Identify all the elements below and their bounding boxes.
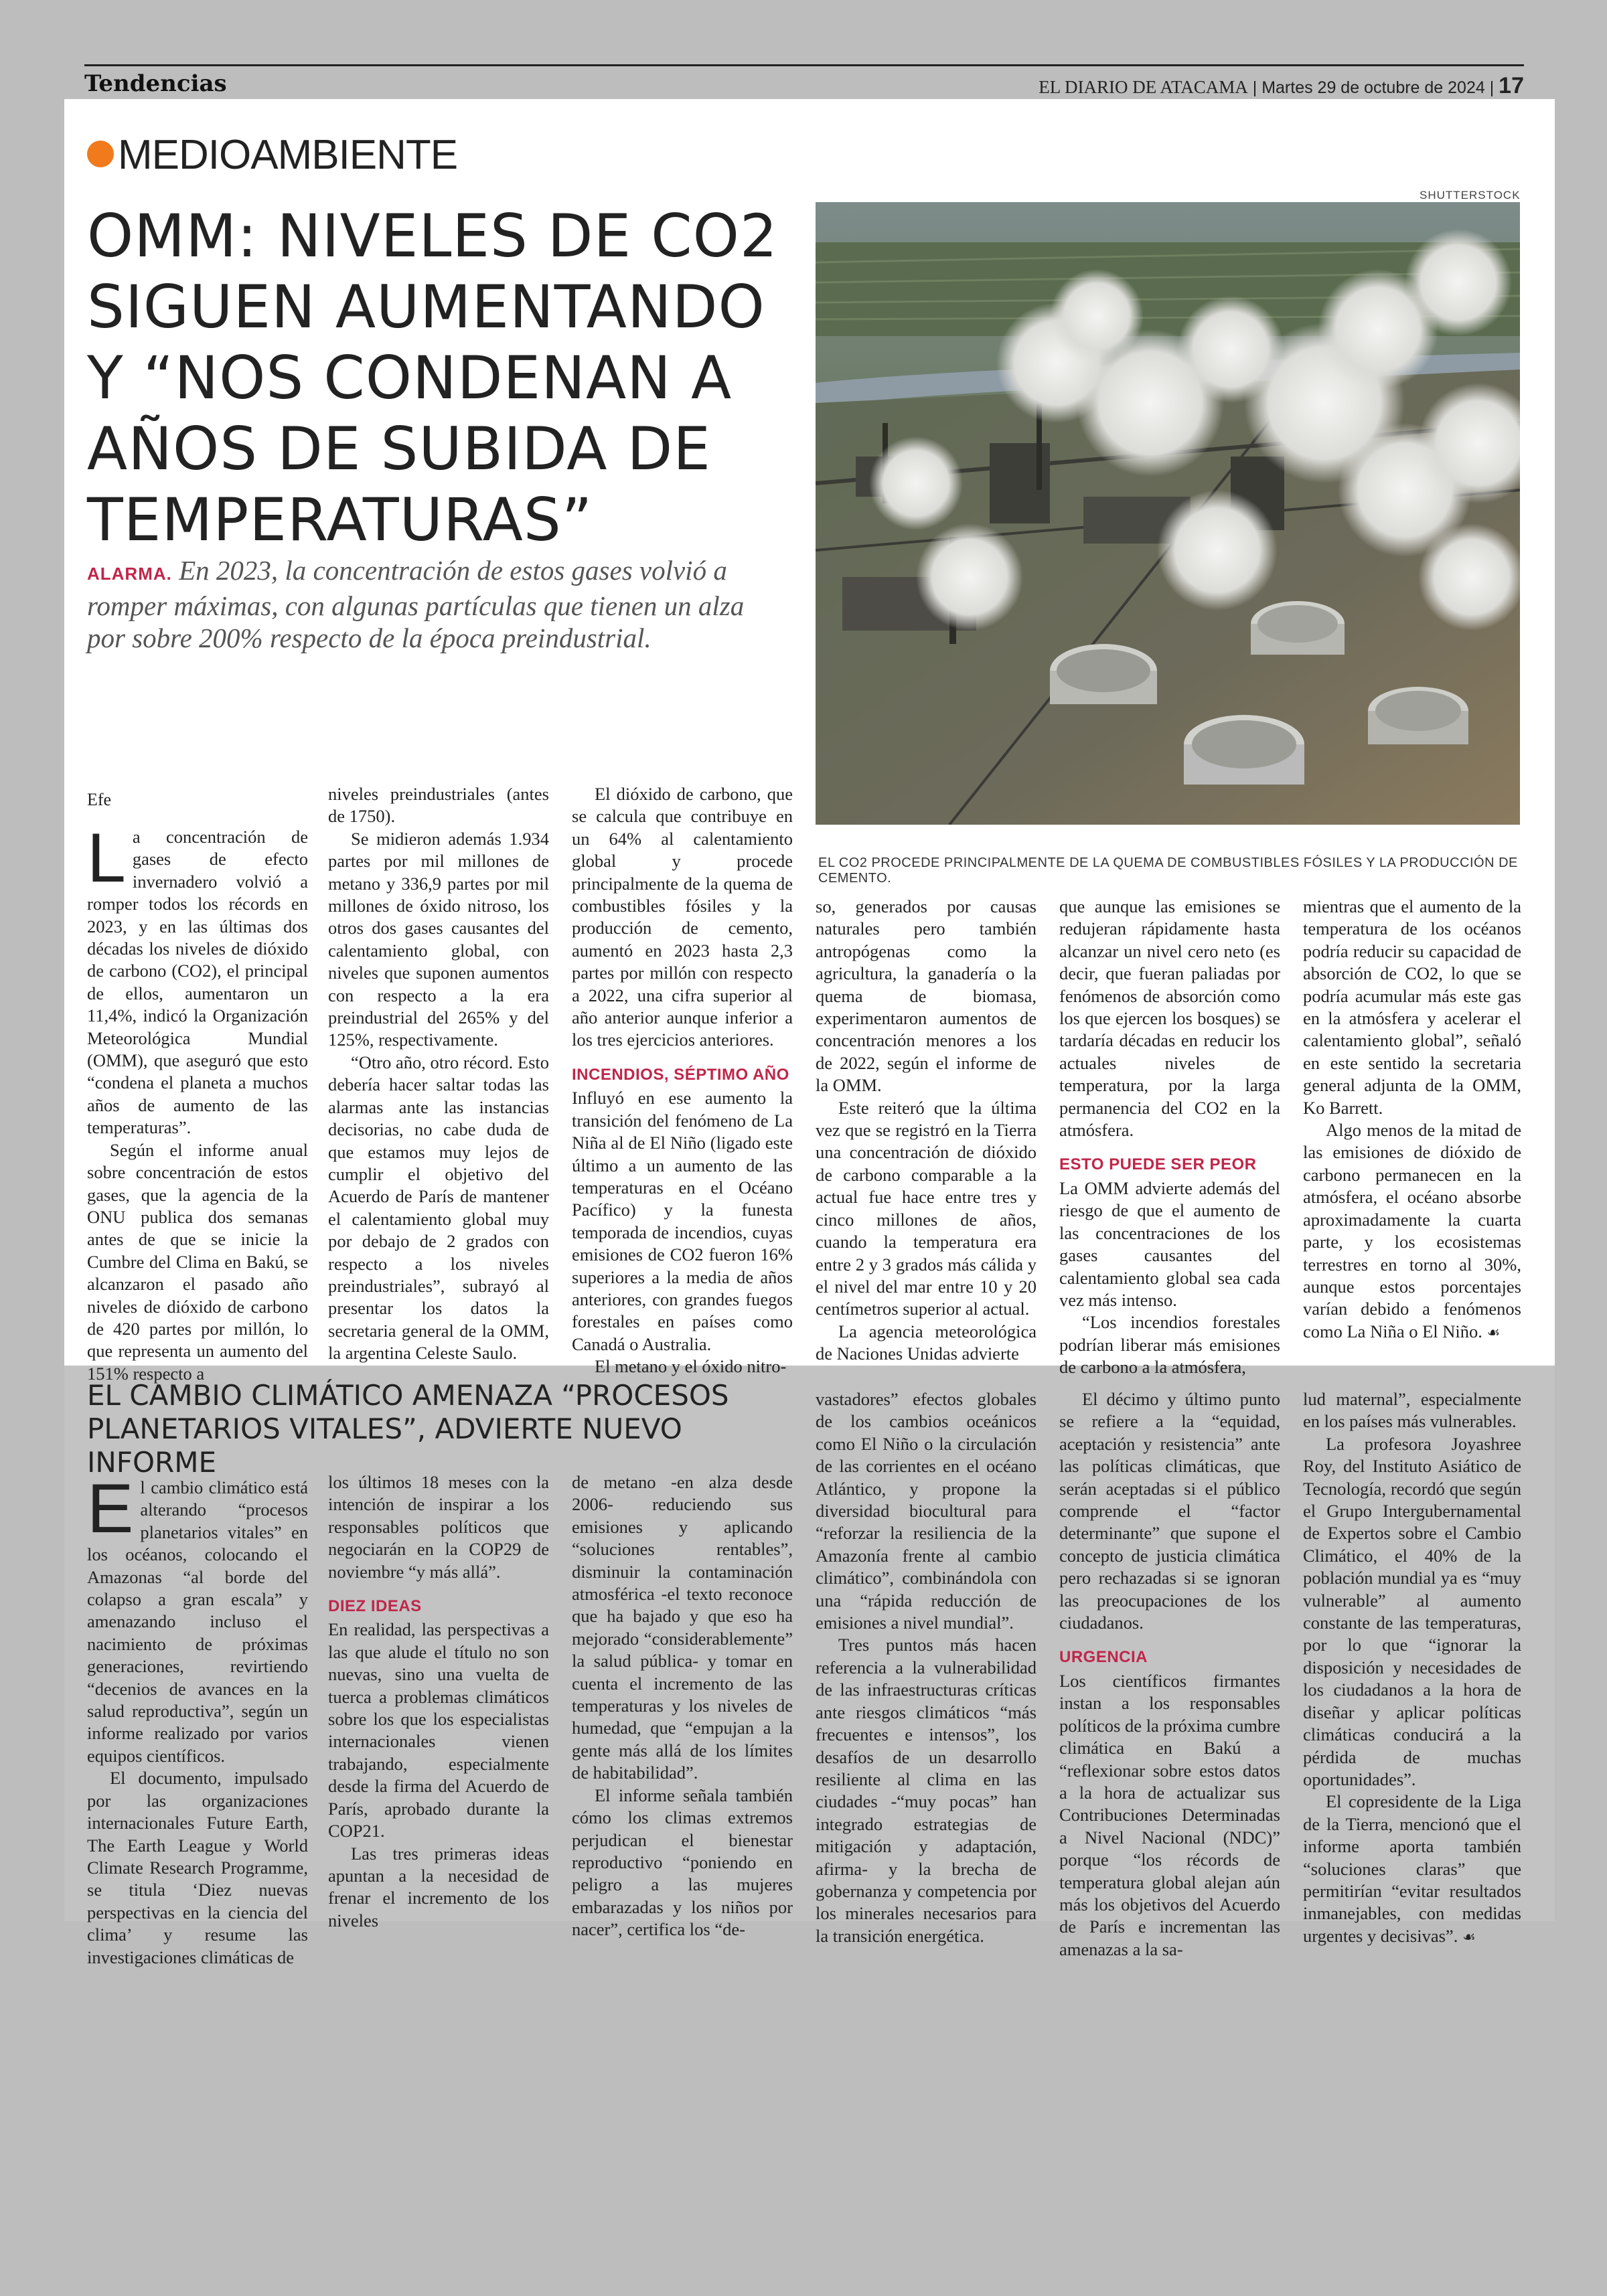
- paragraph: En realidad, las perspectivas a las que alude el título no son nuevas, sino una vuelta de tuerca a problemas climáticos sobre los que los especialistas internacionales vienen trabajando, especialmente desde la firma del Acuerdo de París, aprobado durante la COP21.: [328, 1619, 549, 1841]
- paragraph: “Otro año, otro récord. Esto debería hacer saltar todas las alarmas ante las instancias decisorias, no cabe duda de que estamos muy lejos de cumplir el objetivo del Acuerdo de París de mantener el calentamiento global muy por debajo de 2 grados con respecto a los niveles preindustriales”, subrayó al presentar los datos la secretaria general de la OMM, la argentina Celeste Saulo.: [328, 1052, 549, 1364]
- folio: [1039, 73, 1524, 99]
- page-number: 17: [1499, 73, 1524, 98]
- photo-caption: EL CO2 PROCEDE PRINCIPALMENTE DE LA QUEMA DE COMBUSTIBLES FÓSILES Y LA PRODUCCIÓN DE CEMENTO.: [818, 855, 1518, 886]
- deck: [87, 554, 757, 654]
- folio-separator: |: [1252, 78, 1262, 97]
- story2-column-2: [328, 1471, 549, 1932]
- bullet-dot-icon: [87, 141, 114, 167]
- paragraph: El informe señala también cómo los climas extremos perjudican el bienestar reproductivo “poniendo en peligro a las mujeres embarazadas y los niños por nacer”, certifica los “de-: [572, 1785, 793, 1940]
- subheading: ESTO PUEDE SER PEOR: [1059, 1155, 1257, 1174]
- paragraph: lud maternal”, especialmente en los países más vulnerables.: [1303, 1389, 1521, 1432]
- paragraph: La profesora Joyashree Roy, del Instituto Asiático de Tecnología, recordó que según el Grupo Intergubernamental de Expertos sobre el Cambio Climático, el 40% de la población mundial ya es “muy vulnerable” al aumento constante de las temperaturas, por lo que “ignorar la disposición y necesidades de los ciudadanos a la hora de diseñar y aplicar políticas climáticas conducirá a la pérdida de muchas oportunidades”.: [1303, 1433, 1521, 1789]
- headline: OMM: NIVELES DE CO2 SIGUEN AUMENTANDO Y “NOS CONDENAN A AÑOS DE SUBIDA DE TEMPERATURAS”: [87, 201, 778, 554]
- drop-cap: L: [87, 819, 126, 897]
- subheading: INCENDIOS, SÉPTIMO AÑO: [572, 1065, 789, 1084]
- story1-column-5: [1059, 896, 1280, 1379]
- paragraph: El dióxido de carbono, que se calcula que contribuye en un 64% al calentamiento global y procede principalmente de la quema de combustibles fósiles y la producción de cemento, aumentó en 2023 hasta 2,3 partes por millón con respecto a 2022, una cifra superior al año anterior aunque inferior a los tres ejercicios anteriores.: [572, 784, 793, 1050]
- paragraph: “Los incendios forestales podrían liberar más emisiones de carbono a la atmósfera,: [1059, 1312, 1280, 1378]
- story2-column-4: [816, 1388, 1037, 1947]
- end-mark-icon: ☙: [1486, 1324, 1501, 1341]
- paragraph: so, generados por causas naturales pero también antropógenas como la agricultura, la ganadería o la quema de biomasa, experimentaron aumentos de concentración menores a los de 2022, según el informe de la OMM.: [816, 896, 1037, 1096]
- paragraph: Influyó en ese aumento la transición del fenómeno de La Niña al de El Niño (ligado este último a un aumento de las temperaturas en el Océano Pacífico) y la funesta temporada de incendios, cuyas emisiones de CO2 fueron 16% superiores a la media de años anteriores, con grandes fuegos forestales en países como Canadá o Australia.: [572, 1088, 793, 1354]
- subheading: URGENCIA: [1059, 1648, 1148, 1667]
- paragraph: [87, 819, 308, 1139]
- paragraph-text: l cambio climático está alterando “procesos planetarios vitales” en los océanos, colocando el Amazonas “al borde del colapso a gran escala” y amenazando incluso el nacimiento de próximas generaciones, revirtiendo “decenios de avances en la salud reproductiva”, según un informe realizado por varios equipos científicos.: [87, 1477, 308, 1766]
- deck-text: En 2023, la concentración de estos gases volvió a romper máximas, con algunas partículas que tienen un alza por sobre 200% respecto de la época preindustrial.: [87, 555, 745, 653]
- story2-column-3: [572, 1471, 793, 1941]
- drop-cap: E: [87, 1470, 134, 1548]
- paragraph: El metano y el óxido nitro-: [595, 1356, 787, 1377]
- folio-separator: |: [1489, 78, 1499, 97]
- paragraph: Tres puntos más hacen referencia a la vulnerabilidad de las infraestructuras críticas ante riesgos climáticos “más frecuentes e intensos”, los desafíos de un desarrollo resiliente al clima en las ciudades -“muy pocas” han integrado estrategias de mitigación y adaptación, afirma- y la brecha de gobernanza y competencia por los minerales necesarios para la transición energética.: [816, 1635, 1037, 1946]
- byline: Efe: [87, 790, 112, 809]
- paragraph: vastadores” efectos globales de los cambios oceánicos como El Niño o la circulación de las corrientes en el océano Atlántico, y propone la diversidad biocultural para “reforzar la resiliencia de la Amazonía frente al cambio climático”, combinándola con una “rápida reducción de emisiones a nivel mundial”.: [816, 1389, 1037, 1633]
- paragraph: [1303, 1791, 1521, 1949]
- paragraph: que aunque las emisiones se redujeran rápidamente hasta alcanzar un nivel cero neto (es decir, que fueran paliadas por fenómenos de absorción como los que ejercen los bosques) se tardaría décadas en reducir los actuales niveles de temperatura, por la larga permanencia del CO2 en la atmósfera.: [1059, 896, 1280, 1141]
- photo-credit: SHUTTERSTOCK: [1420, 189, 1521, 201]
- story2-headline: EL CAMBIO CLIMÁTICO AMENAZA “PROCESOS PLANETARIOS VITALES”, ADVIERTE NUEVO INFORME: [87, 1379, 729, 1479]
- end-mark-icon: ☙: [1462, 1929, 1476, 1946]
- running-header: [84, 64, 1524, 101]
- story2-column-1: [87, 1470, 308, 1969]
- paragraph: Las tres primeras ideas apuntan a la necesidad de frenar el incremento de los niveles: [328, 1843, 549, 1931]
- paragraph-text: Algo menos de la mitad de las emisiones de dióxido de carbono permanecen en la atmósfera, el océano absorbe aproximadamente la cuarta parte, y los ecosistemas terrestres en torno al 30%, aunque estos porcentajes varían debido a fenómenos como La Niña o El Niño.: [1303, 1120, 1521, 1341]
- story1-column-4: [816, 896, 1037, 1366]
- paragraph: El documento, impulsado por las organizaciones internacionales Future Earth, The Earth League y World Climate Research Programme, se titula ‘Diez nuevas perspectivas en la ciencia del clima’ y resume las investigaciones climáticas de: [87, 1768, 308, 1967]
- section-kicker: [87, 131, 457, 179]
- paragraph-text: a concentración de gases de efecto invernadero volvió a romper todos los récords en 2023, y en las últimas dos décadas los niveles de dióxido de carbono (CO2), el principal de ellos, aumentaron un 11,4%, indicó la Organización Meteorológica Mundial (OMM), que aseguró que esto “condena el planeta a muchos años de aumento de las temperaturas”.: [87, 827, 308, 1138]
- issue-date: Martes 29 de octubre de 2024: [1261, 78, 1485, 97]
- paragraph: Se midieron además 1.934 partes por mil millones de metano y 336,9 partes por mil millones de óxido nitroso, los otros dos gases causantes del calentamiento global, con niveles que suponen aumentos con respecto a la era preindustrial del 265% y del 125%, respectivamente.: [328, 828, 549, 1050]
- paragraph: los últimos 18 meses con la intención de inspirar a los responsables políticos que negociarán en la COP29 de noviembre “y más allá”.: [328, 1472, 549, 1582]
- story2-column-5: [1059, 1388, 1280, 1961]
- industrial-plant-photo: [816, 202, 1520, 825]
- paragraph: de metano -en alza desde 2006- reduciendo sus emisiones y aplicando “soluciones rentables”, disminuir la contaminación atmosférica -el texto reconoce que ha bajado y que eso ha mejorado “considerablemente” la salud pública- y tomar en cuenta el incremento de las temperaturas y los niveles de humedad, que “empujan a la gente más allá de los límites de habitabilidad”.: [572, 1472, 793, 1783]
- paragraph: Este reiteró que la última vez que se registró en la Tierra una concentración de dióxido de carbono comparable a la actual fue hace entre tres y cinco millones de años, cuando la temperatura era entre 2 y 3 grados más cálida y el nivel del mar entre 10 y 20 centímetros superior al actual.: [816, 1097, 1037, 1319]
- story1-column-6: [1303, 896, 1521, 1344]
- paragraph: mientras que el aumento de la temperatura de los océanos podría reducir su capacidad de absorción de CO2, lo que se podría acumular más este gas en la atmósfera y acelerar el calentamiento global”, señaló en este sentido la secretaria general adjunta de la OMM, Ko Barrett.: [1303, 896, 1521, 1118]
- kicker-text: MEDIOAMBIENTE: [118, 132, 458, 178]
- paragraph: [1303, 1119, 1521, 1344]
- paragraph: El décimo y último punto se refiere a la “equidad, aceptación y resistencia” ante las políticas climáticas, que serán aceptadas si el público comprende el “factor determinante” que supone el concepto de justicia climática pero rechazadas si se ignoran las preocupaciones de los ciudadanos.: [1059, 1389, 1280, 1633]
- subheading: DIEZ IDEAS: [328, 1597, 422, 1616]
- paragraph: Según el informe anual sobre concentración de estos gases, que la agencia de la ONU publica dos semanas antes de que se inicie la Cumbre del Clima en Bakú, se alcanzaron el pasado año niveles de dióxido de carbono de 420 partes por millón, lo que representa un aumento del 151% respecto a: [87, 1139, 308, 1384]
- deck-tag: ALARMA.: [87, 564, 172, 584]
- paragraph: La OMM advierte además del riesgo de que el aumento de las concentraciones de los gases causantes del calentamiento global sea cada vez más intenso.: [1059, 1177, 1280, 1310]
- paragraph: [87, 1470, 308, 1767]
- paragraph: niveles preindustriales (antes de 1750).: [328, 784, 549, 827]
- paragraph: Los científicos firmantes instan a los responsables políticos de la próxima cumbre climática en Bakú a “reflexionar sobre estos datos a la hora de actualizar sus Contribuciones Determinadas a Nivel Nacional (NDC)” porque “los récords de temperatura global alejan aún más los objetivos del Acuerdo de París e incrementan las amenazas a la sa-: [1059, 1670, 1280, 1959]
- story1-column-1: [87, 819, 308, 1385]
- publication-name: EL DIARIO DE ATACAMA: [1039, 77, 1248, 97]
- section-name: Tendencias: [84, 70, 227, 97]
- paragraph: La agencia meteorológica de Naciones Unidas advierte: [816, 1321, 1037, 1364]
- story1-column-2: [328, 783, 549, 1365]
- paragraph-text: El copresidente de la Liga de la Tierra, mencionó que el informe aporta también “soluciones claras” que permitirían “evitar resultados inmanejables, con medidas urgentes y decisivas”.: [1303, 1791, 1521, 1946]
- story2-column-6: [1303, 1388, 1521, 1949]
- story1-column-3: [572, 783, 793, 1378]
